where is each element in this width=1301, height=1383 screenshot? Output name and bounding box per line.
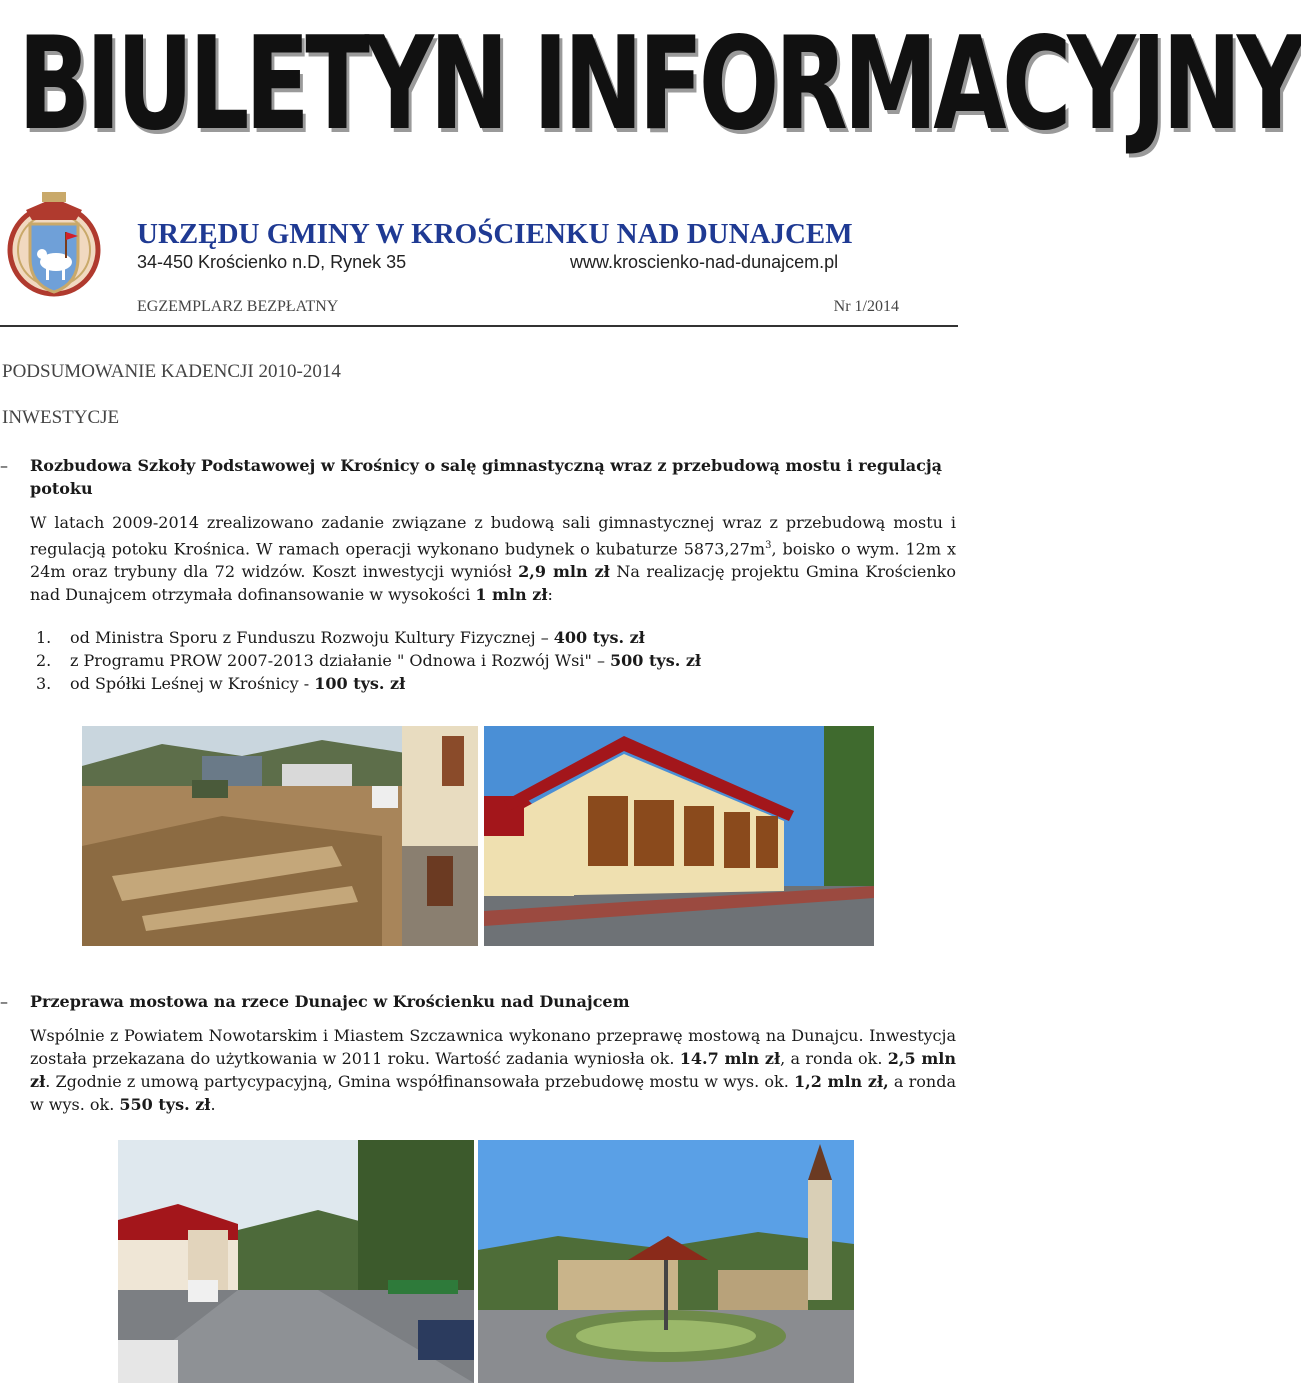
bridge-road-photo — [118, 1140, 474, 1383]
item-title-text: Rozbudowa Szkoły Podstawowej w Krośnicy o salę gimnastyczną wraz z przebudową mostu i regulacją potoku — [30, 456, 943, 498]
item-paragraph-school: W latach 2009-2014 zrealizowano zadanie związane z budową sali gimnastycznej wraz z przebudową mostu i regulacją potoku Krośnica. W ramach operacji wykonano budynek o kubaturze $5873,27m^3$, boisko o wym. 12m x 24m oraz trybuny dla 72 widzów. Koszt inwestycji wyniósł 2,9 mln zł Na realizację projektu Gmina Krościenko nad Dunajcem otrzymała dofinansowanie w wysokości 1 mln zł: — [30, 513, 957, 605]
roundabout-photo — [478, 1140, 854, 1383]
funding-list — [30, 626, 956, 695]
office-title: URZĘDU GMINY W KROŚCIENKU NAD DUNAJCEM — [137, 218, 853, 250]
item-title-school — [0, 454, 958, 500]
masthead-title: BIULETYN INFORMACYJNY — [18, 10, 1301, 159]
office-website[interactable]: www.kroscienko-nad-dunajcem.pl — [570, 252, 839, 272]
section-heading: INWESTYCJE — [2, 407, 120, 428]
header-divider — [0, 325, 958, 327]
list-item: 1. od Ministra Sporu z Funduszu Rozwoju Kultury Fizycznej – 400 tys. zł — [36, 628, 645, 647]
free-copy-label: EGZEMPLARZ BEZPŁATNY — [137, 298, 339, 315]
item-title-bridge — [0, 990, 958, 1013]
item-title-text: Przeprawa mostowa na rzece Dunajec w Krościenku nad Dunajcem — [30, 992, 630, 1011]
sports-hall-photo — [484, 726, 874, 946]
issue-number: Nr 1/2014 — [833, 298, 899, 315]
list-item: 3. od Spółki Leśnej w Krośnicy - 100 tys. zł — [36, 674, 406, 693]
item-paragraph-bridge: Wspólnie z Powiatem Nowotarskim i Miastem Szczawnica wykonano przeprawę mostową na Dunajcu. Inwestycja została przekazana do użytkowania w 2011 roku. Wartość zadania wyniosła ok. 14.7 mln zł, a ronda ok. 2,5 mln zł. Zgodnie z umową partycypacyjną, Gmina współfinansowała przebudowę mostu w wys. ok. 1,2 mln zł, a ronda w wys. ok. 550 tys. zł. — [30, 1026, 957, 1114]
list-item: 2. z Programu PROW 2007-2013 działanie " Odnowa i Rozwój Wsi" – 500 tys. zł — [36, 651, 702, 670]
item-dash: – — [0, 456, 8, 475]
office-address: 34-450 Krościenko n.D, Rynek 35 — [137, 252, 407, 272]
item-dash: – — [0, 992, 8, 1011]
construction-site-photo — [82, 726, 478, 946]
coat-of-arms-icon — [6, 188, 102, 306]
summary-heading: PODSUMOWANIE KADENCJI 2010-2014 — [2, 361, 341, 382]
